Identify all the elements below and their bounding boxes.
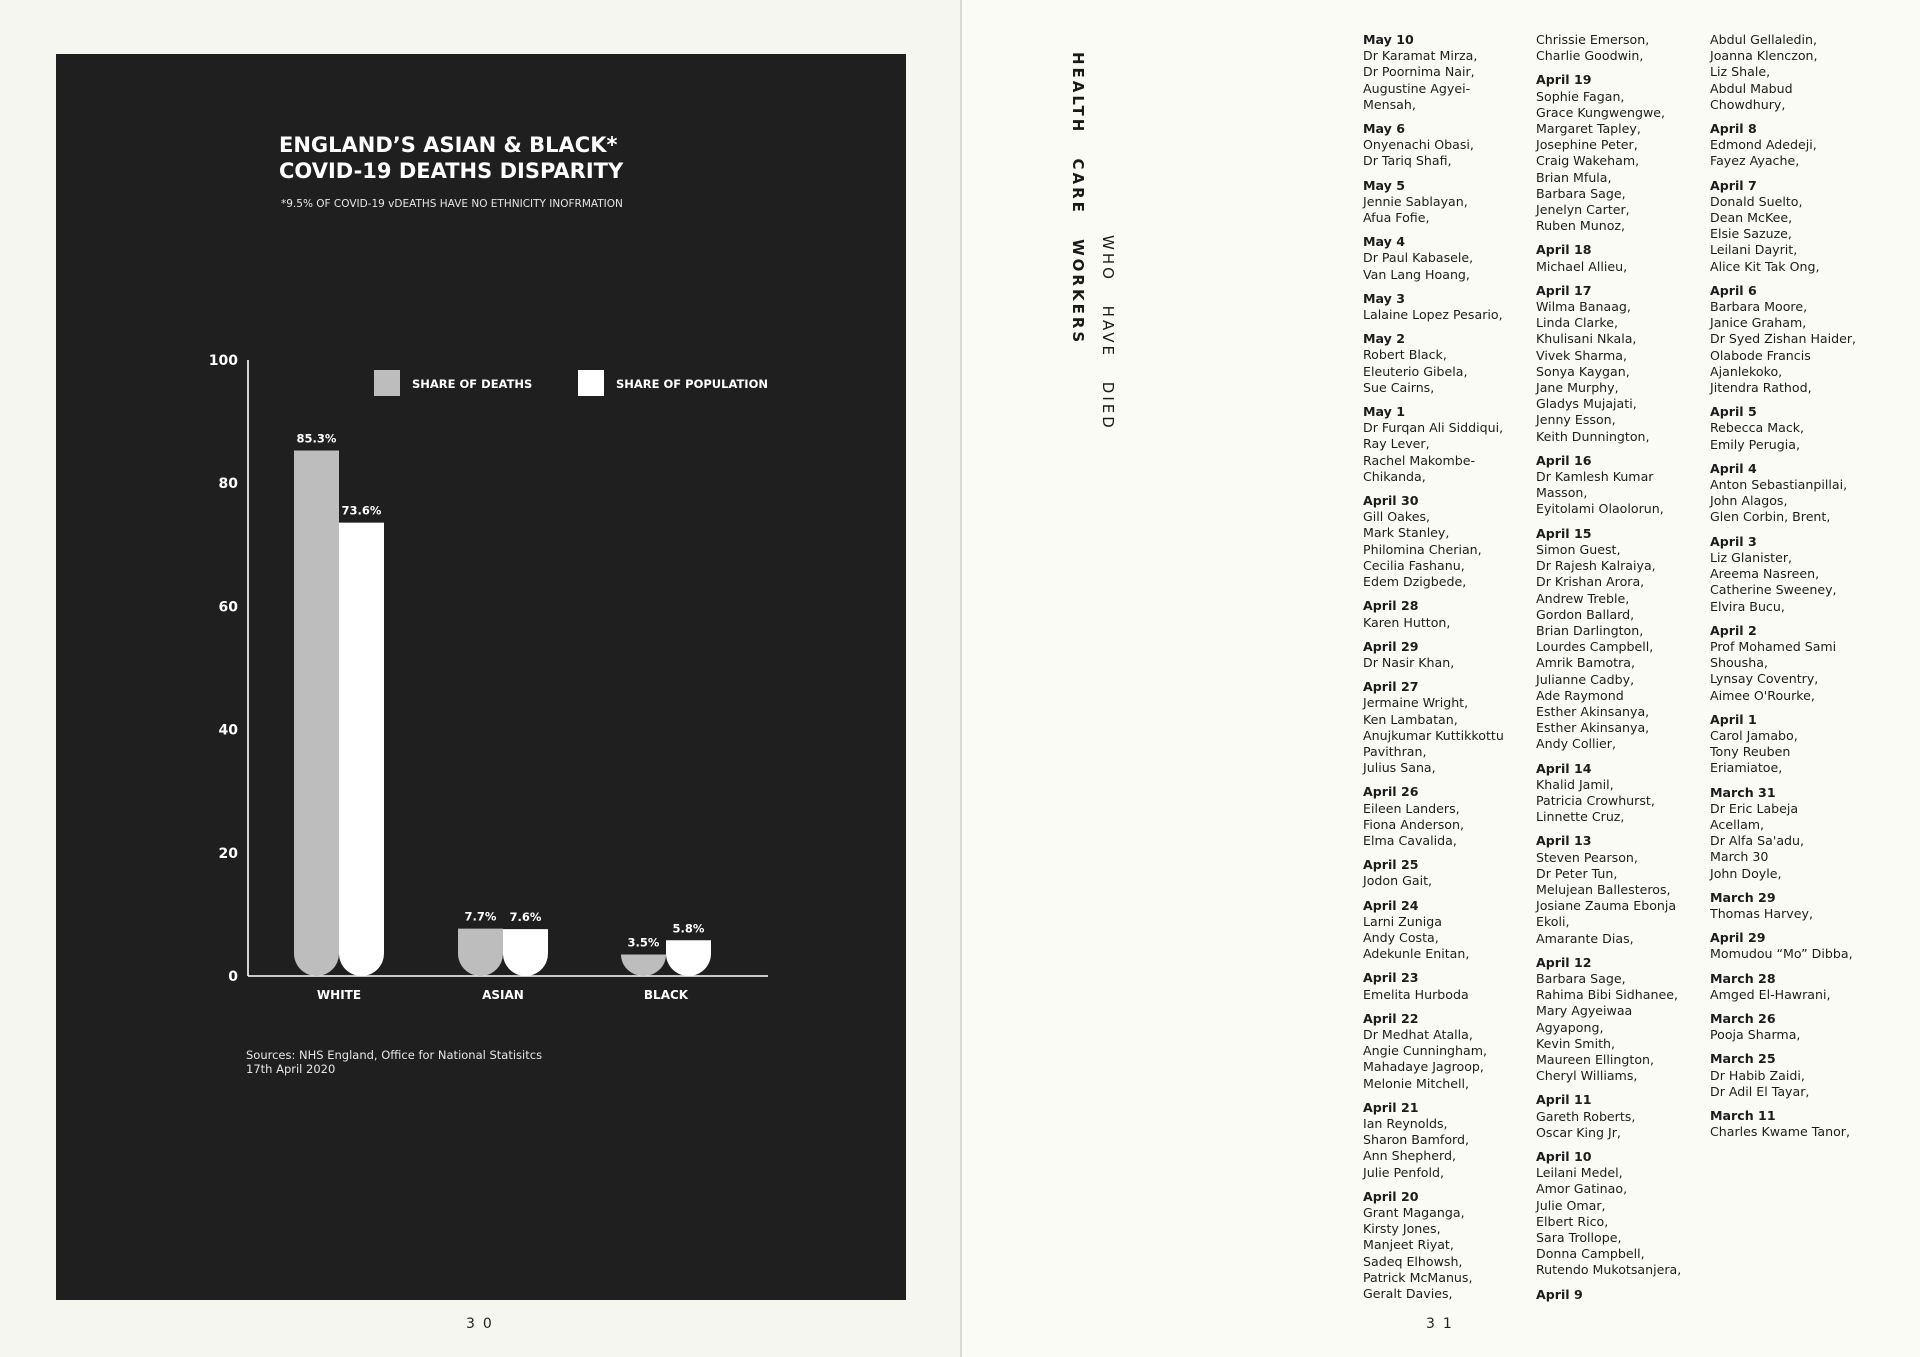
name-entry: Dean McKee,: [1710, 210, 1793, 226]
name-entry: Julie Omar,: [1536, 1197, 1606, 1213]
name-entry: March 30: [1710, 849, 1769, 865]
name-entry: Chikanda,: [1363, 468, 1426, 484]
page-number-left: 30: [466, 1316, 500, 1332]
name-entry: Dr Peter Tun,: [1536, 865, 1618, 881]
date-heading: April 30: [1363, 493, 1419, 509]
name-entry: Sharon Bamford,: [1363, 1132, 1470, 1148]
date-group: [1536, 1149, 1708, 1279]
name-entry: Ann Shepherd,: [1363, 1148, 1456, 1164]
date-group: [1710, 930, 1882, 962]
name-entry: Elsie Sazuze,: [1710, 226, 1792, 242]
date-group: [1710, 32, 1882, 113]
name-entry: Momudou “Mo” Dibba,: [1710, 946, 1853, 962]
name-entry: Anujkumar Kuttikkottu: [1363, 727, 1504, 743]
source-line-1: Sources: NHS England, Office for National Statisitcs: [246, 1048, 543, 1062]
legend-swatch: [374, 370, 400, 396]
date-group: [1536, 242, 1708, 274]
legend-swatch: [578, 370, 604, 396]
name-entry: Jenelyn Carter,: [1536, 202, 1630, 218]
date-group: [1710, 1051, 1882, 1100]
name-entry: Dr Krishan Arora,: [1536, 574, 1645, 590]
legend-label: SHARE OF DEATHS: [412, 377, 533, 391]
name-entry: Barbara Sage,: [1536, 970, 1626, 986]
name-entry: Brian Darlington,: [1536, 622, 1644, 638]
name-entry: Melonie Mitchell,: [1363, 1075, 1470, 1091]
date-group: [1710, 1011, 1882, 1043]
name-entry: Geralt Davies,: [1363, 1286, 1453, 1302]
date-heading: April 8: [1710, 121, 1757, 137]
name-entry: Julius Sana,: [1363, 760, 1436, 776]
date-group: [1710, 283, 1882, 396]
name-entry: Barbara Moore,: [1710, 299, 1808, 315]
date-group: [1363, 234, 1535, 283]
name-entry: Acellam,: [1710, 816, 1765, 832]
name-entry: Barbara Sage,: [1536, 185, 1626, 201]
date-group: [1536, 283, 1708, 445]
name-entry: Chowdhury,: [1710, 96, 1786, 112]
name-entry: Dr Poornima Nair,: [1363, 64, 1475, 80]
name-entry: Sue Cairns,: [1363, 379, 1435, 395]
date-group: [1363, 121, 1535, 170]
name-entry: Jane Murphy,: [1536, 380, 1619, 396]
x-tick-label: BLACK: [643, 988, 689, 1002]
legend-label: SHARE OF POPULATION: [616, 377, 768, 391]
name-entry: Jodon Gait,: [1363, 873, 1433, 889]
chart-bars: [294, 432, 711, 1002]
data-label: 3.5%: [627, 935, 660, 950]
name-entry: John Alagos,: [1710, 493, 1788, 509]
chart-title-line-2: COVID-19 DEATHS DISPARITY: [279, 159, 624, 183]
date-heading: April 25: [1363, 857, 1419, 873]
bar-white-deaths: [294, 451, 339, 976]
name-entry: Anton Sebastianpillai,: [1710, 477, 1848, 493]
date-group: [1710, 534, 1882, 615]
x-tick-label: ASIAN: [482, 988, 524, 1002]
name-entry: Aimee O'Rourke,: [1710, 687, 1815, 703]
date-group: [1710, 890, 1882, 922]
name-entry: Charlie Goodwin,: [1536, 48, 1644, 64]
name-entry: Sophie Fagan,: [1536, 88, 1625, 104]
name-entry: Donna Campbell,: [1536, 1246, 1645, 1262]
date-group: [1363, 784, 1535, 849]
name-entry: Thomas Harvey,: [1710, 905, 1813, 921]
name-entry: Dr Kamlesh Kumar: [1536, 469, 1654, 485]
date-group: [1363, 679, 1535, 776]
names-column-1: [1363, 32, 1535, 1310]
name-entry: Esther Akinsanya,: [1536, 720, 1650, 736]
name-entry: Shousha,: [1710, 655, 1768, 671]
date-group: [1710, 404, 1882, 453]
name-entry: Dr Nasir Khan,: [1363, 654, 1455, 670]
name-entry: Wilma Banaag,: [1536, 299, 1631, 315]
date-group: [1536, 32, 1708, 64]
name-entry: Robert Black,: [1363, 347, 1447, 363]
name-entry: Ian Reynolds,: [1363, 1115, 1448, 1131]
name-entry: John Doyle,: [1710, 865, 1782, 881]
date-group: [1710, 712, 1882, 777]
name-entry: Angie Cunningham,: [1363, 1043, 1488, 1059]
date-heading: April 28: [1363, 598, 1419, 614]
date-heading: March 28: [1710, 970, 1776, 986]
name-entry: Grant Maganga,: [1363, 1205, 1465, 1220]
name-entry: Manjeet Riyat,: [1363, 1237, 1454, 1253]
date-heading: April 14: [1536, 760, 1592, 776]
date-group: [1363, 1100, 1535, 1181]
name-entry: Leilani Dayrit,: [1710, 242, 1798, 258]
name-entry: Glen Corbin, Brent,: [1710, 509, 1831, 525]
date-group: [1710, 121, 1882, 170]
name-entry: Josephine Peter,: [1536, 137, 1638, 153]
date-heading: April 29: [1710, 930, 1766, 946]
date-heading: April 18: [1536, 242, 1592, 258]
name-entry: Gareth Roberts,: [1536, 1108, 1636, 1124]
name-entry: Rachel Makombe-: [1363, 452, 1476, 468]
date-heading: April 1: [1710, 711, 1757, 727]
name-entry: Mark Stanley,: [1363, 525, 1450, 541]
name-entry: Vivek Sharma,: [1536, 347, 1627, 363]
date-group: [1710, 623, 1882, 704]
chart-legend: [374, 370, 768, 396]
date-heading: April 12: [1536, 954, 1592, 970]
date-group: [1363, 598, 1535, 630]
name-entry: Rahima Bibi Sidhanee,: [1536, 987, 1678, 1003]
name-entry: Cheryl Williams,: [1536, 1068, 1638, 1084]
name-entry: Sadeq Elhowsh,: [1363, 1253, 1463, 1269]
name-entry: Emily Perugia,: [1710, 436, 1800, 452]
date-group: [1363, 404, 1535, 485]
name-entry: Gordon Ballard,: [1536, 606, 1635, 622]
data-label: 73.6%: [341, 503, 382, 518]
memorial-subheading: WHO HAVE DIED: [1099, 235, 1117, 431]
name-entry: Eriamiatoe,: [1710, 760, 1783, 776]
date-heading: April 24: [1363, 897, 1419, 913]
date-group: [1536, 955, 1708, 1085]
name-entry: Grace Kungwengwe,: [1536, 104, 1665, 120]
name-entry: Philomina Cherian,: [1363, 541, 1482, 557]
name-entry: Brian Mfula,: [1536, 169, 1612, 185]
date-group: [1363, 178, 1535, 227]
name-entry: Melujean Ballesteros,: [1536, 881, 1671, 897]
name-entry: Patricia Crowhurst,: [1536, 792, 1655, 808]
date-heading: May 10: [1363, 32, 1414, 47]
name-entry: Dr Paul Kabasele,: [1363, 250, 1474, 266]
date-group: [1363, 857, 1535, 889]
name-entry: Onyenachi Obasi,: [1363, 137, 1474, 153]
name-entry: Catherine Sweeney,: [1710, 582, 1837, 598]
name-entry: Alice Kit Tak Ong,: [1710, 258, 1820, 274]
date-group: [1363, 331, 1535, 396]
chart-panel: [56, 54, 906, 1300]
name-entry: Chrissie Emerson,: [1536, 32, 1650, 47]
name-entry: Gill Oakes,: [1363, 509, 1431, 525]
name-entry: Rebecca Mack,: [1710, 420, 1805, 436]
date-group: [1363, 32, 1535, 113]
bar-asian-deaths: [458, 929, 503, 976]
name-entry: Keith Dunnington,: [1536, 428, 1650, 444]
name-entry: Masson,: [1536, 485, 1588, 501]
name-entry: Fiona Anderson,: [1363, 816, 1465, 832]
name-entry: Van Lang Hoang,: [1363, 266, 1470, 282]
name-entry: Edem Dzigbede,: [1363, 574, 1467, 590]
data-label: 85.3%: [296, 431, 337, 446]
date-group: [1710, 785, 1882, 882]
name-entry: Ade Raymond: [1536, 687, 1624, 703]
name-entry: Esther Akinsanya,: [1536, 703, 1650, 719]
name-entry: Gladys Mujajati,: [1536, 396, 1637, 412]
name-entry: Mahadaye Jagroop,: [1363, 1059, 1484, 1075]
name-entry: Jermaine Wright,: [1363, 695, 1469, 711]
date-heading: April 6: [1710, 282, 1757, 298]
name-entry: Margaret Tapley,: [1536, 121, 1641, 137]
y-tick-label: 100: [208, 353, 238, 369]
name-entry: Khulisani Nkala,: [1536, 331, 1637, 347]
date-heading: May 2: [1363, 331, 1405, 347]
date-heading: April 5: [1710, 404, 1757, 420]
name-entry: Sara Trollope,: [1536, 1230, 1622, 1246]
data-label: 7.6%: [509, 910, 542, 925]
name-entry: Fayez Ayache,: [1710, 153, 1800, 169]
date-heading: April 11: [1536, 1092, 1592, 1108]
name-entry: Augustine Agyei-: [1363, 80, 1471, 96]
date-heading: May 3: [1363, 290, 1405, 306]
name-entry: Joanna Klenczon,: [1710, 48, 1818, 64]
name-entry: Cecilia Fashanu,: [1363, 557, 1465, 573]
memorial-heading: HEALTH CARE WORKERS: [1069, 52, 1087, 346]
name-entry: Ekoli,: [1536, 914, 1570, 930]
name-entry: Andrew Treble,: [1536, 590, 1630, 606]
name-entry: Jitendra Rathod,: [1710, 380, 1812, 396]
name-entry: Areema Nasreen,: [1710, 566, 1820, 582]
name-entry: Andy Collier,: [1536, 736, 1616, 752]
date-group: [1363, 898, 1535, 963]
name-entry: Kirsty Jones,: [1363, 1221, 1441, 1237]
name-entry: Olabode Francis: [1710, 347, 1811, 363]
chart-axes: [209, 353, 768, 985]
name-entry: Janice Graham,: [1710, 315, 1807, 331]
date-heading: March 11: [1710, 1107, 1776, 1123]
name-entry: Jennie Sablayan,: [1363, 193, 1468, 209]
name-entry: Adekunle Enitan,: [1363, 946, 1470, 962]
date-heading: April 22: [1363, 1010, 1419, 1026]
date-group: [1536, 761, 1708, 826]
name-entry: Patrick McManus,: [1363, 1269, 1473, 1285]
name-entry: Dr Alfa Sa'adu,: [1710, 833, 1805, 849]
name-entry: Dr Rajesh Kalraiya,: [1536, 558, 1656, 574]
name-entry: Elvira Bucu,: [1710, 598, 1785, 614]
date-heading: April 19: [1536, 72, 1592, 88]
date-heading: May 6: [1363, 121, 1405, 137]
bar-asian-population: [503, 929, 548, 976]
name-entry: Kevin Smith,: [1536, 1035, 1615, 1051]
name-entry: Eyitolami Olaolorun,: [1536, 501, 1664, 517]
date-group: [1710, 971, 1882, 1003]
date-heading: May 5: [1363, 177, 1405, 193]
y-tick-label: 20: [218, 845, 238, 862]
date-group: [1536, 833, 1708, 946]
date-heading: April 16: [1536, 452, 1592, 468]
name-entry: Ruben Munoz,: [1536, 218, 1626, 234]
date-heading: April 10: [1536, 1149, 1592, 1164]
name-entry: Ken Lambatan,: [1363, 711, 1458, 727]
date-heading: April 20: [1363, 1188, 1419, 1204]
date-heading: April 29: [1363, 638, 1419, 654]
name-entry: Linda Clarke,: [1536, 315, 1618, 331]
name-entry: Julianne Cadby,: [1536, 671, 1635, 687]
name-entry: Pavithran,: [1363, 743, 1427, 759]
date-group: [1710, 461, 1882, 526]
name-entry: Maureen Ellington,: [1536, 1051, 1655, 1067]
names-column-2: [1536, 32, 1708, 1311]
date-group: [1363, 493, 1535, 590]
date-heading: April 17: [1536, 282, 1592, 298]
date-group: [1536, 1092, 1708, 1141]
name-entry: Simon Guest,: [1536, 541, 1621, 557]
date-heading: April 15: [1536, 525, 1592, 541]
name-entry: Dr Adil El Tayar,: [1710, 1083, 1810, 1099]
date-heading: May 1: [1363, 404, 1405, 420]
name-entry: Charles Kwame Tanor,: [1710, 1124, 1850, 1140]
name-entry: Andy Costa,: [1363, 929, 1439, 945]
y-tick-label: 40: [218, 722, 238, 739]
date-group: [1363, 1189, 1535, 1302]
name-entry: Amarante Dias,: [1536, 930, 1634, 946]
bar-chart: [56, 54, 906, 1300]
name-entry: Steven Pearson,: [1536, 849, 1638, 865]
name-entry: Julie Penfold,: [1363, 1164, 1444, 1180]
name-entry: Michael Allieu,: [1536, 258, 1628, 274]
name-entry: Amrik Bamotra,: [1536, 655, 1636, 671]
name-entry: Agyapong,: [1536, 1019, 1604, 1035]
name-entry: Dr Furqan Ali Siddiqui,: [1363, 420, 1504, 436]
name-entry: Donald Suelto,: [1710, 193, 1803, 209]
name-entry: Liz Glanister,: [1710, 549, 1793, 565]
name-entry: Sonya Kaygan,: [1536, 363, 1630, 379]
name-entry: Dr Syed Zishan Haider,: [1710, 331, 1857, 347]
name-entry: Eileen Landers,: [1363, 800, 1460, 816]
name-entry: Lalaine Lopez Pesario,: [1363, 307, 1503, 323]
data-label: 5.8%: [672, 921, 705, 936]
date-heading: April 26: [1363, 784, 1419, 800]
name-entry: Mary Agyeiwaa: [1536, 1003, 1633, 1019]
name-entry: Abdul Mabud: [1710, 80, 1793, 96]
name-entry: Dr Medhat Atalla,: [1363, 1026, 1473, 1042]
bar-black-deaths: [621, 954, 666, 976]
date-heading: April 2: [1710, 622, 1757, 638]
date-heading: April 23: [1363, 970, 1419, 986]
date-heading: April 21: [1363, 1099, 1419, 1115]
date-group: [1536, 526, 1708, 753]
date-group: [1710, 1108, 1882, 1140]
y-tick-label: 0: [228, 969, 238, 985]
bar-white-population: [339, 523, 384, 976]
date-heading: March 29: [1710, 889, 1776, 905]
name-entry: Elma Cavalida,: [1363, 832, 1457, 848]
date-group: [1363, 970, 1535, 1002]
date-group: [1363, 639, 1535, 671]
data-label: 7.7%: [464, 909, 497, 924]
name-entry: Jenny Esson,: [1536, 412, 1616, 428]
date-group: [1536, 453, 1708, 518]
date-group: [1363, 291, 1535, 323]
y-tick-label: 80: [218, 476, 238, 493]
date-group: [1710, 178, 1882, 275]
date-heading: March 25: [1710, 1051, 1776, 1067]
name-entry: Pooja Sharma,: [1710, 1027, 1801, 1043]
name-entry: Dr Eric Labeja: [1710, 800, 1799, 816]
name-entry: Lourdes Campbell,: [1536, 639, 1654, 655]
date-heading: March 31: [1710, 784, 1776, 800]
y-tick-label: 60: [218, 599, 238, 616]
date-group: [1536, 72, 1708, 234]
page-gutter: [960, 0, 962, 1357]
bar-black-population: [666, 940, 711, 976]
name-entry: Tony Reuben: [1710, 744, 1791, 760]
name-entry: Emelita Hurboda: [1363, 986, 1469, 1002]
date-heading: April 9: [1536, 1286, 1583, 1302]
name-entry: Liz Shale,: [1710, 64, 1771, 80]
name-entry: Larni Zuniga: [1363, 913, 1442, 929]
name-entry: Amor Gatinao,: [1536, 1181, 1628, 1197]
date-group: [1536, 1287, 1708, 1303]
name-entry: Khalid Jamil,: [1536, 776, 1614, 792]
source-line-2: 17th April 2020: [246, 1062, 336, 1076]
name-entry: Afua Fofie,: [1363, 210, 1430, 226]
name-entry: Edmond Adedeji,: [1710, 137, 1817, 153]
name-entry: Eleuterio Gibela,: [1363, 363, 1468, 379]
page-number-right: 31: [1426, 1316, 1460, 1332]
name-entry: Dr Habib Zaidi,: [1710, 1067, 1805, 1083]
name-entry: Amged El-Hawrani,: [1710, 986, 1831, 1002]
date-heading: May 4: [1363, 234, 1405, 250]
name-entry: Carol Jamabo,: [1710, 727, 1798, 743]
names-column-3: [1710, 32, 1882, 1148]
name-entry: Josiane Zauma Ebonja: [1536, 898, 1677, 914]
date-heading: March 26: [1710, 1010, 1776, 1026]
name-entry: Ray Lever,: [1363, 436, 1430, 452]
name-entry: Rutendo Mukotsanjera,: [1536, 1262, 1682, 1278]
name-entry: Lynsay Coventry,: [1710, 671, 1819, 687]
name-entry: Karen Hutton,: [1363, 614, 1451, 630]
name-entry: Elbert Rico,: [1536, 1213, 1609, 1229]
date-heading: April 7: [1710, 177, 1757, 193]
name-entry: Dr Tariq Shafi,: [1363, 153, 1452, 169]
name-entry: Leilani Medel,: [1536, 1165, 1623, 1181]
chart-subtitle: *9.5% OF COVID-19 vDEATHS HAVE NO ETHNICITY INOFRMATION: [281, 198, 623, 210]
name-entry: Ajanlekoko,: [1710, 363, 1783, 379]
date-heading: April 13: [1536, 833, 1592, 849]
name-entry: Linnette Cruz,: [1536, 809, 1625, 825]
date-group: [1363, 1011, 1535, 1092]
name-entry: Craig Wakeham,: [1536, 153, 1640, 169]
date-heading: April 3: [1710, 533, 1757, 549]
name-entry: Abdul Gellaledin,: [1710, 32, 1818, 47]
name-entry: Dr Karamat Mirza,: [1363, 48, 1478, 64]
name-entry: Oscar King Jr,: [1536, 1124, 1621, 1140]
date-heading: April 4: [1710, 460, 1757, 476]
name-entry: Mensah,: [1363, 96, 1416, 112]
date-heading: April 27: [1363, 679, 1419, 695]
chart-title-line-1: ENGLAND’S ASIAN & BLACK*: [279, 133, 618, 157]
x-tick-label: WHITE: [316, 988, 362, 1002]
name-entry: Prof Mohamed Sami: [1710, 638, 1837, 654]
